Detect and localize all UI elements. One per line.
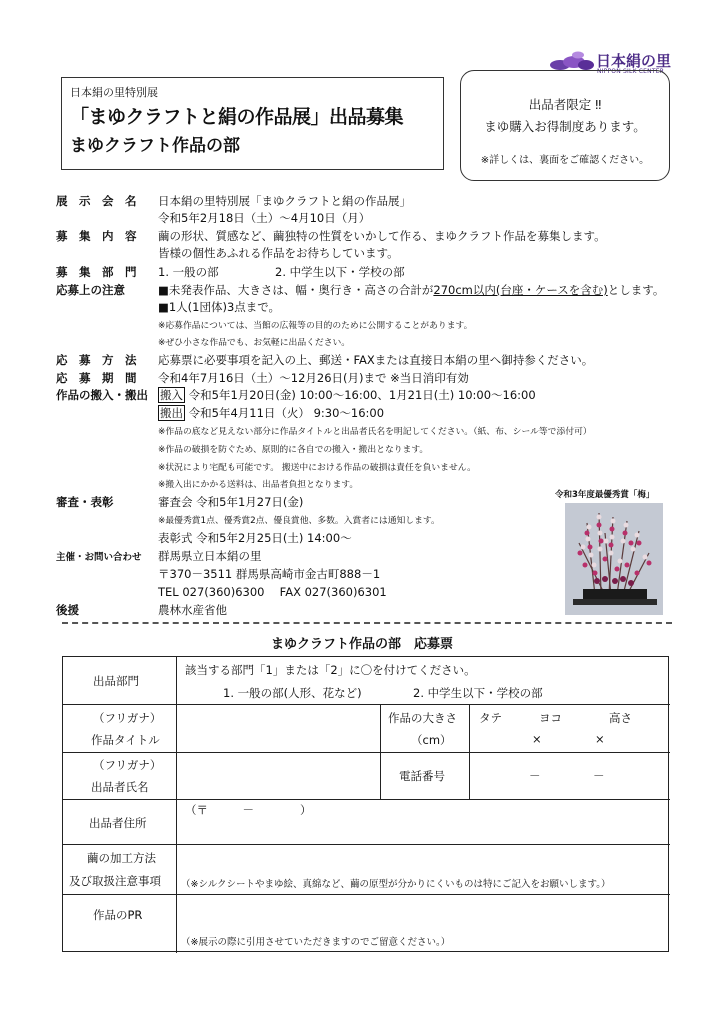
dept-option-general[interactable]: 1. 一般の部(人形、花など)	[223, 686, 362, 700]
method-value: 応募票に必要事項を記入の上、郵送・FAXまたは直接日本絹の里へ御持参ください。	[158, 353, 594, 367]
caution-label: 応募上の注意	[56, 283, 125, 297]
size-yoko: ヨコ	[539, 711, 562, 725]
phone-label: 電話番号	[399, 769, 445, 783]
venue-value: 日本絹の里特別展「まゆクラフトと絹の作品展」	[158, 194, 411, 208]
pr-field[interactable]	[177, 895, 669, 931]
pr-label: 作品のPR	[93, 908, 143, 922]
delivery-out-dates: 令和5年4月11日（火） 9:30～16:00	[188, 406, 385, 420]
exhibition-series: 日本絹の里特別展	[70, 86, 158, 99]
phone-dash-2: －	[593, 769, 605, 783]
support-value: 農林水産省他	[158, 603, 227, 617]
process-field[interactable]	[177, 845, 669, 873]
work-title-field[interactable]	[177, 705, 380, 752]
period-label: 応 募 期 間	[56, 371, 137, 385]
method-label: 応 募 方 法	[56, 353, 137, 367]
notice-line1: 出品者限定 ‼	[528, 97, 602, 112]
size-label: 作品の大きさ	[388, 711, 457, 725]
title-box	[61, 77, 444, 170]
logo-name-en: NIPPON SILK CENTER	[597, 68, 665, 75]
size-takasa: 高さ	[609, 711, 632, 725]
exhibitor-name-label: 出品者氏名	[91, 780, 149, 794]
delivery-in-dates: 令和5年1月20日(金) 10:00～16:00、1月21日(土) 10:00～16:00	[188, 388, 536, 402]
caution-size-limit: 270cm以内(台座・ケースを含む)	[433, 283, 608, 297]
phone-dash-1: －	[529, 769, 541, 783]
size-unit: （cm）	[411, 733, 452, 747]
address-label: 出品者住所	[89, 816, 147, 830]
period-value: 令和4年7月16日（土）～12月26日(月)まで ※当日消印有効	[158, 371, 469, 385]
delivery-note3: ※状況により宅配も可能です。 搬送中における作品の破損は責任を負いません。	[158, 463, 476, 473]
page-subtitle: まゆクラフト作品の部	[70, 136, 240, 156]
judging-label: 審査・表彰	[56, 495, 114, 509]
cocoon-logo-icon	[548, 48, 596, 72]
caution-text-a: ■未発表作品、大きさは、幅・奥行き・高さの合計が	[158, 283, 434, 297]
exhibitor-name-field[interactable]	[177, 753, 380, 799]
size-times-1: ×	[532, 732, 542, 746]
page-title: 「まゆクラフトと絹の作品展」出品募集	[70, 106, 404, 128]
delivery-out	[158, 405, 384, 421]
delivery-note2: ※作品の破損を防ぐため、原則的に各自での搬入・搬出となります。	[158, 445, 429, 455]
venue-dates: 令和5年2月18日（土）～4月10日（月）	[158, 211, 371, 225]
caution-line1	[158, 282, 664, 298]
ceremony-value: 表彰式 令和5年2月25日(土) 14:00～	[158, 531, 352, 545]
application-form	[62, 656, 669, 952]
content-line2: 皆様の個性あふれる作品をお待ちしています。	[158, 246, 399, 260]
pr-note: （※展示の際に引用させていただきますのでご留意ください。）	[181, 937, 451, 948]
work-title-label: 作品タイトル	[91, 733, 160, 747]
process-label-2: 及び取扱注意事項	[69, 874, 161, 888]
dept-instruction: 該当する部門「1」または「2」に〇を付けてください。	[185, 663, 476, 677]
dept-label: 出品部門	[93, 674, 139, 688]
form-title: まゆクラフト作品の部 応募票	[270, 637, 453, 652]
exhibitor-notice	[460, 70, 670, 181]
contact-address: 〒370－3511 群馬県高崎市金古町888－1	[158, 567, 381, 581]
category-junior: 2. 中学生以下・学校の部	[275, 265, 405, 279]
caution-note2: ※ぜひ小さな作品でも、お気軽に出品ください。	[158, 338, 351, 348]
contact-phone: TEL 027(360)6300 FAX 027(360)6301	[158, 585, 387, 599]
delivery-label: 作品の搬入・搬出	[56, 388, 148, 402]
delivery-out-tag: 搬出	[160, 406, 183, 420]
caution-line2: ■1人(1団体)3点まで。	[158, 300, 281, 314]
delivery-in-tag: 搬入	[160, 388, 183, 402]
notice-line3: ※詳しくは、裏面をご確認ください。	[480, 155, 650, 166]
size-times-2: ×	[595, 732, 605, 746]
furigana-name-label: （フリガナ）	[93, 758, 162, 772]
plum-arrangement-image	[565, 503, 663, 615]
support-label: 後援	[56, 603, 79, 617]
postal-format: （〒 － ）	[185, 803, 312, 817]
contact-label: 主催・お問い合わせ	[56, 552, 142, 563]
delivery-in	[158, 387, 536, 403]
category-label: 募 集 部 門	[56, 265, 137, 279]
size-tate: タテ	[479, 711, 502, 725]
address-field[interactable]	[177, 800, 669, 844]
award-caption: 令和3年度最優秀賞「梅」	[555, 490, 655, 500]
logo-name-jp: 日本絹の里	[596, 52, 672, 70]
notice-line2: まゆ購入お得制度あります。	[484, 119, 646, 134]
process-label-1: 繭の加工方法	[87, 851, 156, 865]
delivery-note1: ※作品の底など見えない部分に作品タイトルと出品者氏名を明記してください。（紙、布、シール等で添付可）	[158, 427, 592, 437]
judging-value: 審査会 令和5年1月27日(金)	[158, 495, 304, 509]
caution-note1: ※応募作品については、当館の広報等の目的のために公開することがあります。	[158, 321, 473, 331]
dept-option-junior[interactable]: 2. 中学生以下・学校の部	[413, 686, 543, 700]
process-note: （※シルクシートやまゆ絵、真綿など、繭の原型が分かりにくいものは特にご記入をお願いします。）	[181, 879, 611, 890]
judging-note: ※最優秀賞1点、優秀賞2点、優良賞他、多数。入賞者には通知します。	[158, 516, 440, 526]
venue-label: 展 示 会 名	[56, 194, 137, 208]
delivery-note4: ※搬入出にかかる送料は、出品者負担となります。	[158, 480, 359, 490]
cut-line-divider	[62, 622, 672, 624]
contact-name: 群馬県立日本絹の里	[158, 549, 262, 563]
category-general: 1. 一般の部	[158, 265, 219, 279]
furigana-title-label: （フリガナ）	[93, 711, 162, 725]
caution-text-c: とします。	[607, 283, 665, 297]
award-photo	[565, 503, 663, 615]
content-label: 募 集 内 容	[56, 229, 137, 243]
content-line1: 繭の形状、質感など、繭独特の性質をいかして作る、まゆクラフト作品を募集します。	[158, 229, 606, 243]
